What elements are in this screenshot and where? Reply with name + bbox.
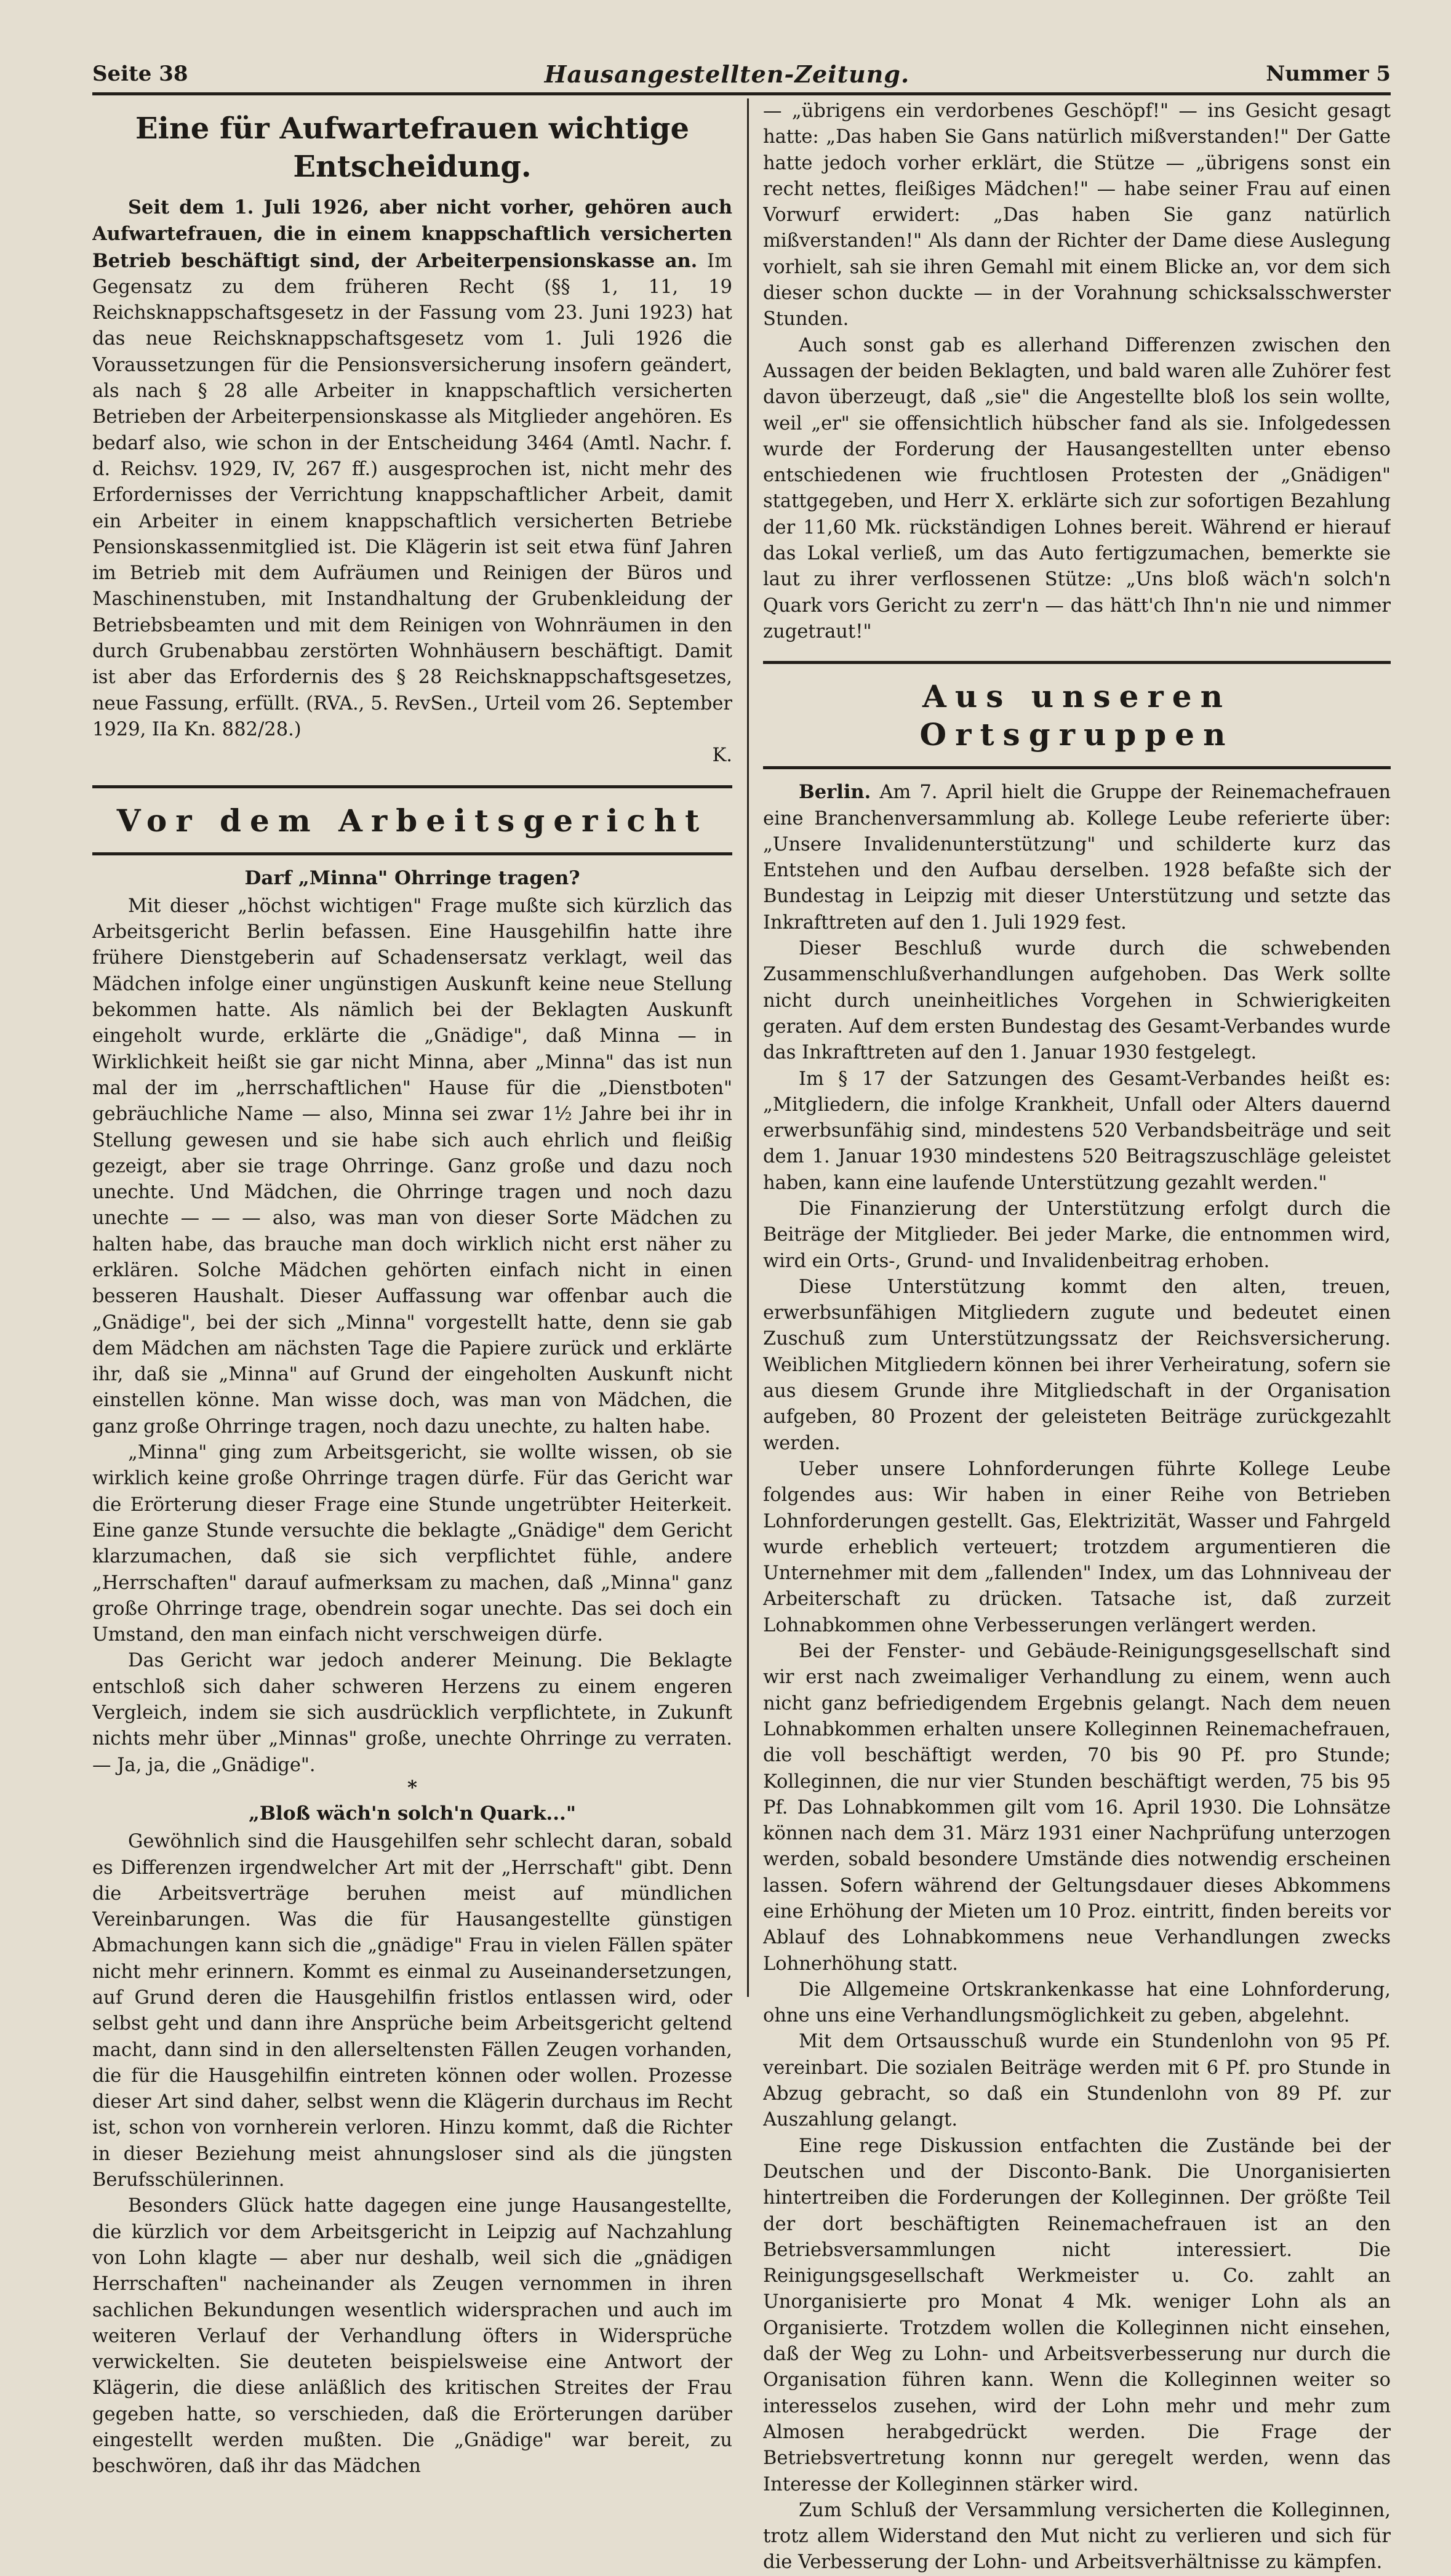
article-lead: Seit dem 1. Juli 1926, aber nicht vorher, gehören auch Aufwartefrauen, die in einem knappschaftlich versicherten Betrieb beschäftigt sind, der Arbeiterpensionskasse an. [92, 196, 732, 272]
header-rule [92, 92, 1391, 95]
report-paragraph: Im § 17 der Satzungen des Gesamt-Verbandes heißt es: „Mitgliedern, die infolge Krankheit, Unfall oder Alters dauernd erwerbsunfähig sind, mindestens 520 Verbandsbeiträge und seit dem 1. Januar 1930 mindestens 520 Beitragszuschläge geleistet haben, kann eine laufende Unterstützung gezahlt werden." [763, 1068, 1391, 1194]
article-signature: K. [712, 745, 732, 767]
left-column [92, 98, 732, 2480]
separator-star: * [407, 1776, 417, 1799]
story-paragraph: „Minna" ging zum Arbeitsgericht, sie wollte wissen, ob sie wirklich keine große Ohrringe tragen dürfe. Für das Gericht war die Erörterung dieser Frage eine Stunde ungetrübter Heiterkeit. Eine ganze Stunde versuchte die beklagte „Gnädige" dem Gericht klarzumachen, daß sie sich verpflichtet fühle, andere „Herrschaften" darauf aufmerksam zu machen, daß „Minna" ganz große Ohrringe trage, obendrein sogar unechte. Das sei doch ein Umstand, den man einfach nicht verschweigen dürfe. [92, 1442, 732, 1646]
report-paragraph: Diese Unterstützung kommt den alten, treuen, erwerbsunfähigen Mitgliedern zugute und bedeutet einen Zuschuß zum Unterstützungssatz der Reichsversicherung. Weiblichen Mitgliedern können bei ihrer Verheiratung, sofern sie aus diesem Grunde ihre Mitgliedschaft in der Organisation aufgeben, 80 Prozent der geleisteten Beiträge zurückgezahlt werden. [763, 1276, 1391, 1454]
journal-title: Hausangestellten-Zeitung. [544, 60, 910, 88]
issue-number: Nummer 5 [1266, 62, 1391, 86]
story-paragraph: Besonders Glück hatte dagegen eine junge Hausangestellte, die kürzlich vor dem Arbeitsgericht in Leipzig auf Nachzahlung von Lohn klagte — aber nur deshalb, weil sich die „gnädigen Herrschaften" nacheinander als Zeugen vernommen in ihren sachlichen Bekundungen wesentlich widersprachen und auch im weiteren Verlauf der Verhandlung öfters in Widersprüche verwickelten. Sie deuteten beispielsweise eine Antwort der Klägerin, die diese anläßlich des kritischen Streites der Frau gegeben hatte, so verschieden, daß die Erörterungen darüber eingestellt werden mußten. Die „Gnädige" war bereit, zu beschwören, daß ihr das Mädchen [92, 2195, 732, 2478]
story-continuation: — „übrigens ein verdorbenes Geschöpf!" — ins Gesicht gesagt hatte: „Das haben Sie Gans natürlich mißverstanden!" Der Gatte hatte jedoch vorher erklärt, die Stütze — „übrigens sonst ein recht nettes, fleißiges Mädchen!" — habe seiner Frau auf einen Vorwurf erwidert: „Das haben Sie ganz natürlich mißverstanden!" Als dann der Richter der Dame diese Auslegung vorhielt, sah sie ihren Gemahl mit einem Blicke an, vor dem sich dieser schon duckte — in der Vorahnung schicksalsschwerster Stunden. [763, 100, 1391, 330]
report-paragraph: Die Allgemeine Ortskrankenkasse hat eine Lohnforderung, ohne uns eine Verhandlungsmöglichkeit zu geben, abgelehnt. [763, 1978, 1391, 2027]
report-paragraph: Dieser Beschluß wurde durch die schwebenden Zusammenschlußverhandlungen aufgehoben. Das Werk sollte nicht durch uneinheitliches Vorgehen in Schwierigkeiten geraten. Auf dem ersten Bundestag des Gesamt-Verbandes wurde das Inkrafttreten auf den 1. Januar 1930 festgelegt. [763, 938, 1391, 1064]
report-text: Am 7. April hielt die Gruppe der Reinemachefrauen eine Branchenversammlung ab. Kollege Leube referierte über: „Unsere Invalidenunterstützung" und schilderte kurz das Entstehen und den Aufbau derselben. 1928 befaßte sich der Bundestag in Leipzig mit dieser Unterstützung und setzte das Inkrafttreten auf den 1. Juli 1929 fest. [763, 782, 1391, 934]
report-paragraph: Zum Schluß der Versammlung versicherten die Kolleginnen, trotz allem Widerstand den Mut nicht zu verlieren und sich für die Verbesserung der Lohn- und Arbeitsverhältnisse zu kämpfen. [763, 2499, 1391, 2574]
section-heading-court: Vor dem Arbeitsgericht [92, 785, 732, 855]
report-paragraph [763, 779, 1391, 936]
article-text: Im Gegensatz zu dem früheren Recht (§§ 1, 11, 19 Reichsknappschaftsgesetz in der Fassung vom 23. Juni 1923) hat das neue Reichsknappschaftsgesetz vom 1. Juli 1926 die Voraussetzungen für die Pensionsversicherung insofern geändert, als nach § 28 alle Arbeiter in knappschaftlich versicherten Betrieben der Arbeiterpensionskasse als Mitglieder angehören. Es bedarf also, wie schon in der Entscheidung 3464 (Amtl. Nachr. f. d. Reichsv. 1929, IV, 267 ff.) ausgesprochen ist, nicht mehr des Erfordernisses der Verrichtung knappschaftlicher Arbeit, damit ein Arbeiter in einem knappschaftlich versicherten Betriebe Pensionskassenmitglied ist. Die Klägerin ist seit etwa fünf Jahren im Betrieb mit dem Aufräumen und Reinigen der Büros und Maschinenstuben, mit Instandhaltung der Grubenkleidung der Betriebsbeamten und mit dem Reinigen von Wohnräumen in den durch Grubenabbau zerstörten Wohnhäusern beschäftigt. Damit ist aber das Erfordernis des § 28 Reichsknappschaftsgesetzes, neue Fassung, erfüllt. (RVA., 5. RevSen., Urteil vom 26. September 1929, IIa Kn. 882/28.) [92, 250, 732, 740]
article-body [92, 194, 732, 743]
report-paragraph: Ueber unsere Lohnforderungen führte Kollege Leube folgendes aus: Wir haben in einer Reihe von Betrieben Lohnforderungen gestellt. Gas, Elektrizität, Wasser und Fahrgeld wurde erheblich verteuert; trotzdem argumentieren die Unternehmer mit dem „fallenden" Index, um das Lohnniveau der Arbeiterschaft zu drücken. Tatsache ist, daß zurzeit Lohnabkommen ohne Verbesserungen verlängert werden. [763, 1458, 1391, 1636]
report-paragraph: Die Finanzierung der Unterstützung erfolgt durch die Beiträge der Mitglieder. Bei jeder Marke, die entnommen wird, wird ein Orts-, Grund- und Invalidenbeitrag erhoben. [763, 1198, 1391, 1272]
story-subtitle: Darf „Minna" Ohrringe tragen? [244, 866, 580, 889]
column-divider [747, 98, 749, 1997]
page-number: Seite 38 [92, 62, 188, 86]
story-paragraph: Das Gericht war jedoch anderer Meinung. Die Beklagte entschloß sich daher schweren Herzens zu einem engeren Vergleich, indem sie sich ausdrücklich verpflichtete, in Zukunft nichts mehr über „Minnas" große, unechte Ohrringe zu verraten. — Ja, ja, die „Gnädige". [92, 1650, 732, 1776]
report-paragraph: Bei der Fenster- und Gebäude-Reinigungsgesellschaft sind wir erst nach zweimaliger Verhandlung zu einem, wenn auch nicht ganz befriedigendem Ergebnis gelangt. Nach dem neuen Lohnabkommen erhalten unsere Kolleginnen Reinemachefrauen, die voll beschäftigt werden, 70 bis 90 Pf. pro Stunde; Kolleginnen, die nur vier Stunden beschäftigt werden, 75 bis 95 Pf. Das Lohnabkommen gilt vom 16. April 1930. Die Lohnsätze können nach dem 31. März 1931 einer Nachprüfung unterzogen werden, sobald besondere Umstände dies notwendig erscheinen lassen. Sofern während der Geltungsdauer dieses Abkommens eine Erhöhung der Mieten um 10 Proz. eintritt, finden bereits vor Ablauf des Lohnabkommens neue Verhandlungen zwecks Lohnerhöhung statt. [763, 1641, 1391, 1975]
city-label: Berlin. [799, 781, 871, 804]
right-column [763, 98, 1391, 2576]
report-paragraph: Mit dem Ortsausschuß wurde ein Stundenlohn von 95 Pf. vereinbart. Die sozialen Beiträge werden mit 6 Pf. pro Stunde in Abzug gebracht, so daß ein Stundenlohn von 89 Pf. zur Auszahlung gelangt. [763, 2031, 1391, 2131]
story-paragraph: Mit dieser „höchst wichtigen" Frage mußte sich kürzlich das Arbeitsgericht Berlin befassen. Eine Hausgehilfin hatte ihre frühere Dienstgeberin auf Schadensersatz verklagt, weil das Mädchen infolge einer ungünstigen Auskunft keine neue Stellung bekommen hatte. Als nämlich bei der Beklagten Auskunft eingeholt wurde, erklärte die „Gnädige", daß Minna — in Wirklichkeit heißt sie gar nicht Minna, aber „Minna" das ist nun mal der im „herrschaftlichen" Hause für die „Dienstboten" gebräuchliche Name — also, Minna sei zwar 1½ Jahre bei ihr in Stellung gewesen und sie habe sich auch ehrlich und fleißig gezeigt, aber sie trage Ohrringe. Ganz große und dazu noch unechte. Und Mädchen, die Ohrringe tragen und noch dazu unechte — — — also, was man von dieser Sorte Mädchen zu halten habe, das brauche man doch wirklich nicht erst näher zu erklären. Solche Mädchen gehörten einfach nicht in einen besseren Haushalt. Dieser Auffassung war offenbar auch die „Gnädige", bei der sich „Minna" vorgestellt hatte, denn sie gab dem Mädchen am nächsten Tage die Papiere zurück und erklärte ihr, daß sie „Minna" auf Grund der eingeholten Auskunft nicht einstellen könne. Man wisse doch, was man von Mädchen, die ganz große Ohrringe tragen, noch dazu unechte, zu halten habe. [92, 895, 732, 1438]
page-header [92, 58, 1391, 89]
report-paragraph: Eine rege Diskussion entfachten die Zustände bei der Deutschen und der Disconto-Bank. Die Unorganisierten hintertreiben die Forderungen der Kolleginnen. Der größte Teil der dort beschäftigten Reinemachefrauen ist an den Betriebsversammlungen nicht interessiert. Die Reinigungsgesellschaft Werkmeister u. Co. zahlt an Unorganisierte pro Monat 4 Mk. weniger Lohn als an Organisierte. Trotzdem wollen die Kolleginnen nicht einsehen, daß der Weg zu Lohn- und Arbeitsverbesserung nur durch die Organisation führen kann. Wenn die Kolleginnen weiter so interesselos zusehen, wird der Lohn mehr und mehr zum Almosen herabgedrückt werden. Die Frage der Betriebsvertretung konnn nur geregelt werden, wenn das Interesse der Kolleginnen stärker wird. [763, 2135, 1391, 2495]
section-heading-local-groups: Aus unseren Ortsgruppen [763, 661, 1391, 769]
story-paragraph: Auch sonst gab es allerhand Differenzen zwischen den Aussagen der beiden Beklagten, und bald waren alle Zuhörer fest davon überzeugt, daß „sie" die Angestellte bloß los sein wollte, weil „er" sie offensichtlich hübscher fand als sie. Infolgedessen wurde der Forderung der Hausangestellten unter ebenso entschiedenen wie fruchtlosen Protesten der „Gnädigen" stattgegeben, und Herr X. erklärte sich zur sofortigen Bezahlung der 11,60 Mk. rückständigen Lohnes bereit. Während er hierauf das Lokal verließ, um das Auto fertigzumachen, bemerkte sie laut zu ihrer verflossenen Stütze: „Uns bloß wäch'n solch'n Quark vors Gericht zu zerr'n — das hätt'ch Ihn'n nie und nimmer zugetraut!" [763, 334, 1391, 642]
story-paragraph: Gewöhnlich sind die Hausgehilfen sehr schlecht daran, sobald es Differenzen irgendwelcher Art mit der „Herrschaft" gibt. Denn die Arbeitsverträge beruhen meist auf mündlichen Vereinbarungen. Was die für Hausangestellte günstigen Abmachungen kann sich die „gnädige" Frau in vielen Fällen später nicht mehr erinnern. Kommt es einmal zu Auseinandersetzungen, auf Grund deren die Hausgehilfin fristlos entlassen wird, oder selbst geht und dann ihre Ansprüche beim Arbeitsgericht geltend macht, dann sind in den allerseltensten Fällen Zeugen vorhanden, die für die Hausgehilfin eintreten können oder wollen. Prozesse dieser Art sind daher, selbst wenn die Klägerin durchaus im Recht ist, schon von vornherein verloren. Hinzu kommt, daß die Richter in dieser Beziehung meist ahnungsloser sind als die jüngsten Berufsschülerinnen. [92, 1831, 732, 2191]
article-title: Eine für Aufwartefrauen wichtige Entscheidung. [135, 111, 689, 184]
story-subtitle: „Bloß wäch'n solch'n Quark..." [249, 1802, 576, 1825]
